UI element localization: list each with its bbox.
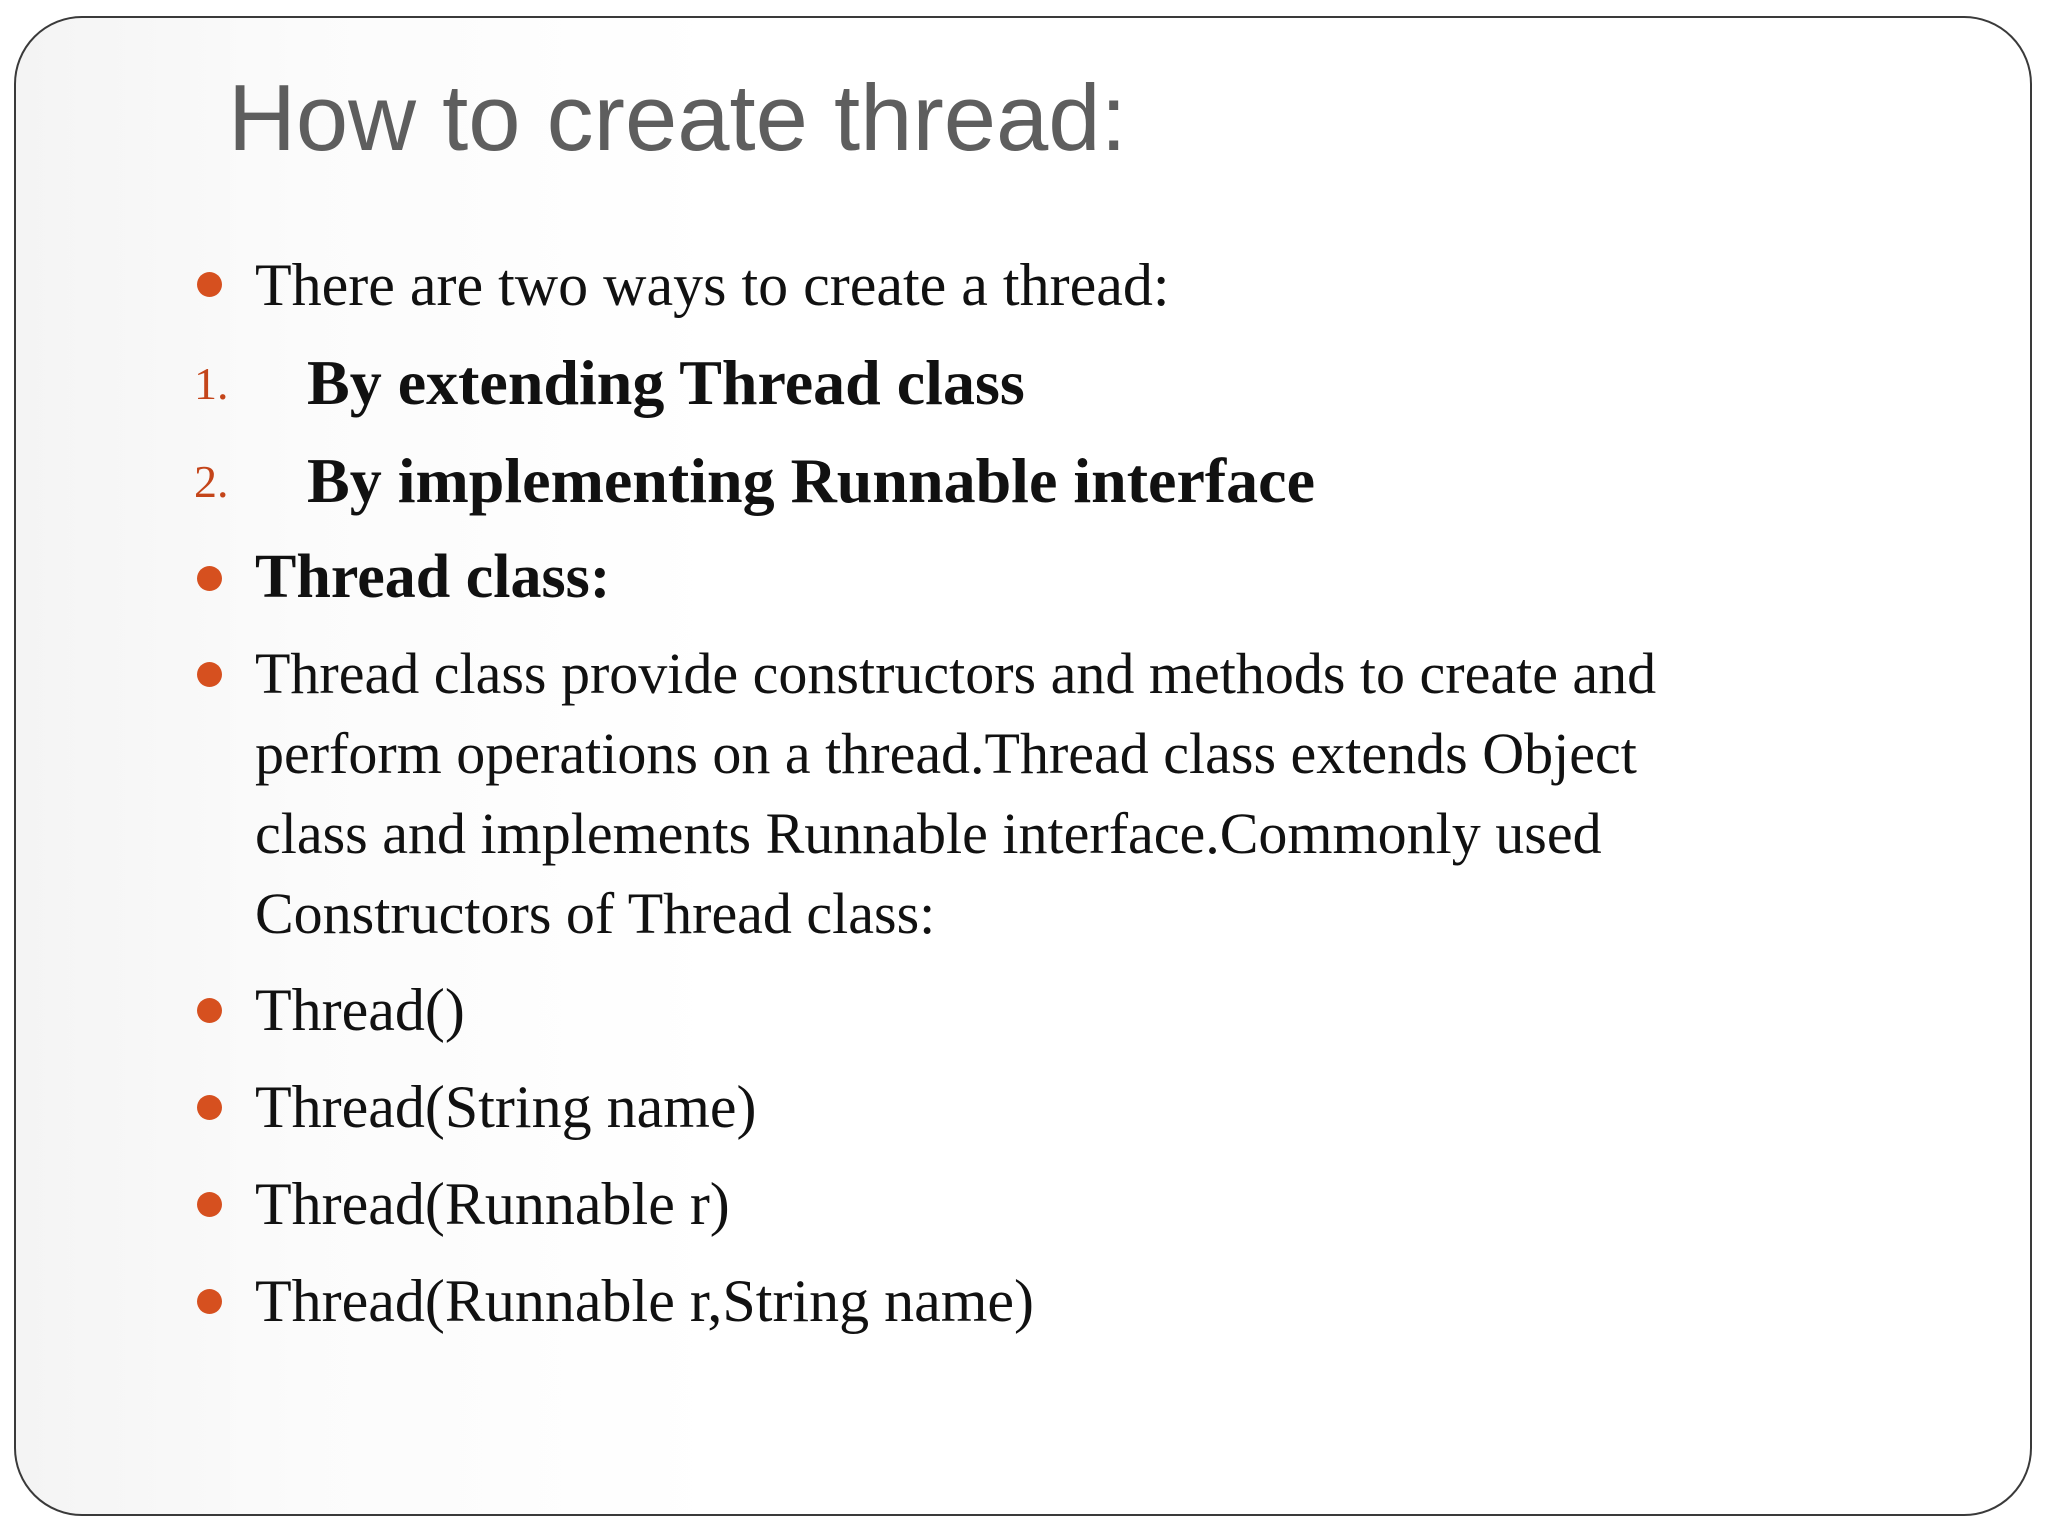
bullet-dot-icon [197,662,222,687]
bullet-dot-icon [197,1095,222,1120]
numbered-item-text: By implementing Runnable interface [307,445,1315,516]
description-line: Thread class provide constructors and methods to create and [255,641,1657,706]
constructor-text: Thread(Runnable r,String name) [255,1268,1035,1334]
bullet-dot-icon [197,272,222,297]
numbered-item-text: By extending Thread class [307,347,1025,418]
intro-bullet-text: There are two ways to create a thread: [255,252,1170,318]
heading-bullet-text: Thread class: [255,543,611,611]
constructor-text: Thread(String name) [255,1074,757,1140]
description-line: class and implements Runnable interface.Commonly used [255,801,1602,866]
description-line: perform operations on a thread.Thread class extends Object [255,721,1637,786]
description-line: Constructors of Thread class: [255,881,936,946]
slide-title: How to create thread: [228,65,1127,170]
number-marker: 1. [194,358,229,409]
constructor-text: Thread(Runnable r) [255,1171,730,1237]
description-paragraph [255,634,1915,954]
bullet-dot-icon [197,1192,222,1217]
bullet-dot-icon [197,1289,222,1314]
number-marker: 2. [194,456,229,507]
bullet-dot-icon [197,998,222,1023]
bullet-dot-icon [197,566,222,591]
constructor-text: Thread() [255,977,465,1043]
